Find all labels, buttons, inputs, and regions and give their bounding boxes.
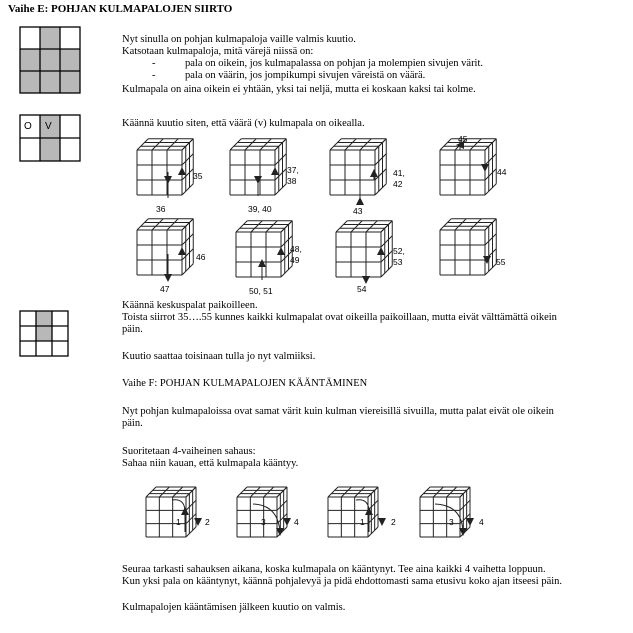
saw-step-label-2b: 2: [391, 517, 396, 527]
closing-line-2: Kun yksi pala on kääntynyt, käännä pohjalevyä ja pidä ehdottomasti sama etusivu koko ajan itseesi päin.: [122, 576, 563, 587]
move-label-35: 35: [193, 171, 203, 181]
arrow-up-icon: [258, 259, 266, 267]
arrow-down-icon: [378, 518, 386, 526]
f-intro-line-1: Nyt pohjan kulmapaloissa ovat samat värit kuin kulman viereisillä sivuilla, mutta palat eivät ole oikein: [122, 406, 554, 417]
move-label-48-49: 48, 49: [290, 244, 302, 265]
intro-line-1: Nyt sinulla on pohjan kulmapaloja vaille valmis kuutio.: [122, 34, 356, 45]
rule-text: Kulmapala on aina oikein ei yhtään, yksi tai neljä, mutta ei koskaan kaksi tai kolme.: [122, 84, 476, 95]
arrow-up-icon: [377, 247, 385, 255]
move-label-39-40: 39, 40: [248, 204, 272, 214]
bullet-dash-1: -: [152, 58, 156, 69]
arrow-up-icon: [271, 167, 279, 175]
bullet-text-1: pala on oikein, jos kulmapalassa on pohjan ja molempien sivujen värit.: [185, 58, 484, 69]
after-line-2: Toista siirrot 35….55 kunnes kaikki kulmapalat ovat oikeilla paikoillaan, mutta eivät välttämättä oikein: [122, 312, 557, 323]
final-line: Kulmapalojen kääntämisen jälkeen kuutio on valmis.: [122, 602, 346, 613]
closing-line-1: Seuraa tarkasti sahauksen aikana, koska kulmapala on kääntynyt. Tee aina kaikki 4 vaihetta loppuun.: [122, 564, 546, 575]
arrow-down-icon: [164, 274, 172, 282]
saw-step-label-4b: 4: [479, 517, 484, 527]
after-line-1: Käännä keskuspalat paikoilleen.: [122, 300, 258, 311]
arrow-down-icon: [283, 518, 291, 526]
saw-step-label-2: 2: [205, 517, 210, 527]
ready-note: Kuutio saattaa toisinaan tulla jo nyt valmiiksi.: [122, 351, 316, 362]
move-label-44: 44: [497, 167, 507, 177]
arrow-down-icon: [481, 164, 489, 172]
cube-face-centre-diagram: [20, 311, 68, 356]
move-label-50-51: 50, 51: [249, 286, 273, 296]
saw-line-2: Sahaa niin kauan, että kulmapala kääntyy.: [122, 458, 299, 469]
section-e-heading: Vaihe E: POHJAN KULMAPALOJEN SIIRTO: [8, 3, 233, 15]
arrow-up-icon: [356, 197, 364, 205]
saw-step-label-3: 3: [261, 517, 266, 527]
saw-step-label-3b: 3: [449, 517, 454, 527]
bullet-text-2: pala on väärin, jos jompikumpi sivujen väreistä on väärä.: [185, 70, 426, 81]
move-label-46: 46: [196, 252, 206, 262]
arrow-down-icon: [194, 518, 202, 526]
arrow-down-icon: [466, 518, 474, 526]
move-label-47: 47: [160, 284, 170, 294]
move-label-43: 43: [353, 206, 363, 216]
f-intro-line-2: päin.: [122, 418, 143, 429]
saw-step-label-1: 1: [176, 517, 181, 527]
saw-step-label-4: 4: [294, 517, 299, 527]
arrow-up-icon: [178, 247, 186, 255]
intro-line-2: Katsotaan kulmapaloja, mitä värejä niissä on:: [122, 46, 314, 57]
after-line-3: päin.: [122, 324, 143, 335]
saw-line-1: Suoritetaan 4-vaiheinen sahaus:: [122, 446, 256, 457]
move-label-55: 55: [496, 257, 506, 267]
move-label-45: 45: [458, 134, 468, 144]
mark-v: V: [45, 121, 52, 132]
move-label-52-53: 52, 53: [393, 246, 405, 267]
arrow-up-icon: [178, 167, 186, 175]
move-label-41-42: 41, 42: [393, 168, 405, 189]
move-label-54: 54: [357, 284, 367, 294]
bullet-dash-2: -: [152, 70, 156, 81]
saw-step-label-1b: 1: [360, 517, 365, 527]
turn-instruction: Käännä kuutio siten, että väärä (v) kulmapala on oikealla.: [122, 118, 365, 129]
move-label-36: 36: [156, 204, 166, 214]
mark-o: O: [24, 121, 32, 132]
arrow-up-icon: [370, 169, 378, 177]
move-label-37-38: 37, 38: [287, 165, 299, 186]
section-f-heading: Vaihe F: POHJAN KULMAPALOJEN KÄÄNTÄMINEN: [122, 378, 368, 389]
arrow-up-icon: [277, 247, 285, 255]
